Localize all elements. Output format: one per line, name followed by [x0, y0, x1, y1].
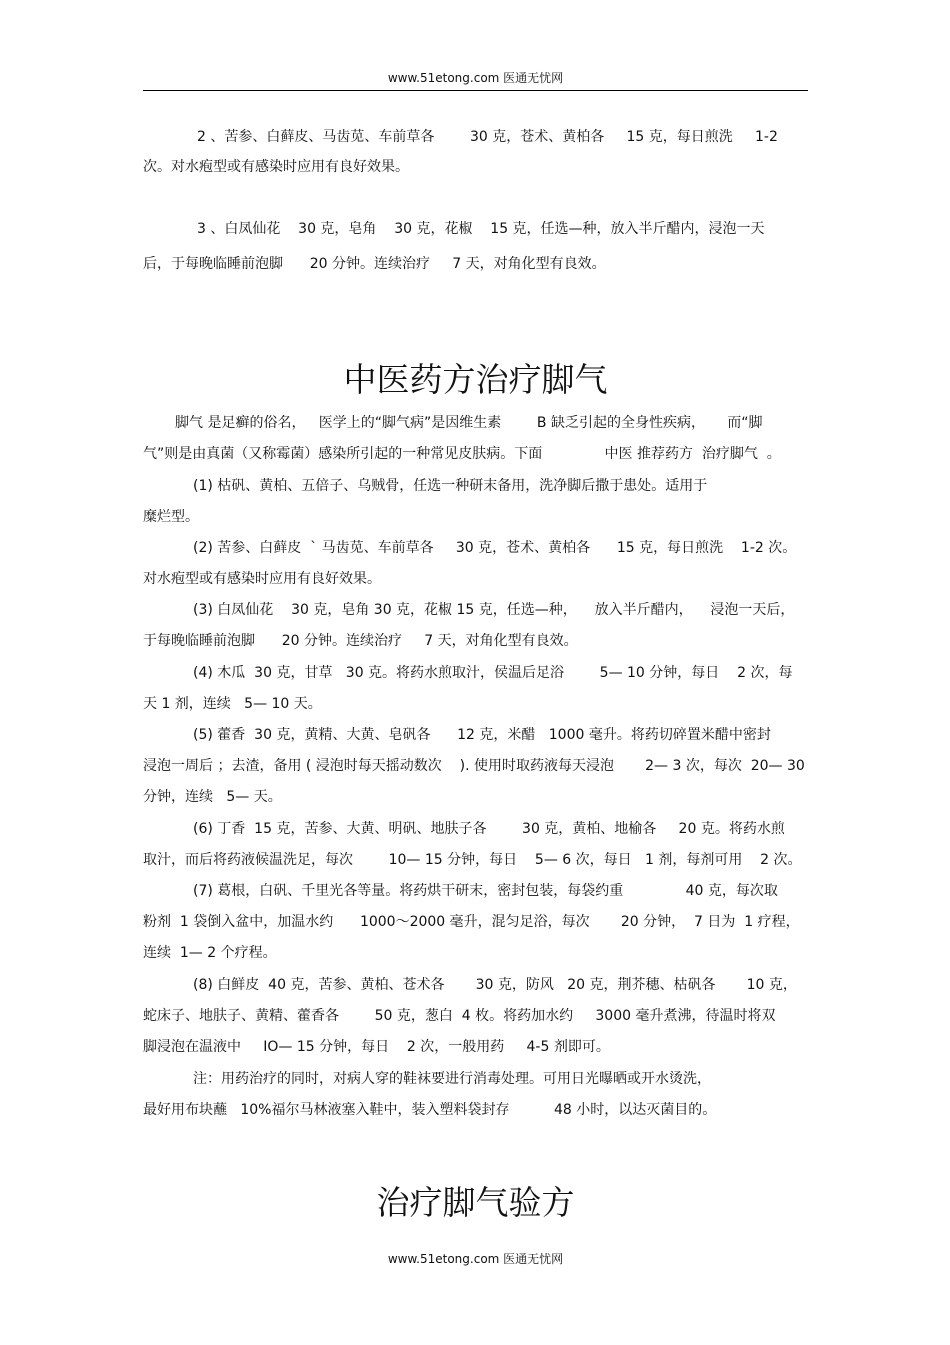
text-line: 分钟，连续 5— 天。: [143, 789, 282, 805]
text-line: (7) 葛根，白矾、千里光各等量。将药烘干研末，密封包装，每袋约重 40 克，每次取: [193, 883, 778, 899]
text-line: 糜烂型。: [143, 509, 199, 525]
text-line: (6) 丁香 15 克，苦参、大黄、明矾、地肤子各 30 克，黄柏、地榆各 20 克。将药水煎: [193, 821, 785, 837]
header-rule: [143, 90, 808, 91]
text-line: 脚气 是足癣的俗名， 医学上的“脚气病”是因维生素 B 缺乏引起的全身性疾病， 而“脚: [175, 415, 763, 431]
section-title: 治疗脚气验方: [376, 1183, 575, 1222]
text-line: 后，于每晚临睡前泡脚 20 分钟。连续治疗 7 天，对角化型有良效。: [143, 256, 606, 272]
text-line: 于每晚临睡前泡脚 20 分钟。连续治疗 7 天，对角化型有良效。: [143, 633, 578, 649]
section-title: 中医药方治疗脚气: [343, 360, 608, 399]
text-line: 脚浸泡在温液中 IO— 15 分钟，每日 2 次，一般用药 4-5 剂即可。: [143, 1039, 610, 1055]
text-line: (8) 白鲜皮 40 克，苦参、黄柏、苍术各 30 克，防风 20 克，荆芥穗、枯矾各 10 克，: [193, 977, 797, 993]
text-line: (1) 枯矾、黄柏、五倍子、乌贼骨，任选一种研末备用，洗净脚后撒于患处。适用于: [193, 478, 708, 494]
text-line: 蛇床子、地肤子、黄精、藿香各 50 克，葱白 4 枚。将药加水约 3000 毫升煮沸，待温时将双: [143, 1008, 776, 1024]
text-line: 连续 1— 2 个疗程。: [143, 945, 277, 961]
text-line: 注：用药治疗的同时，对病人穿的鞋袜要进行消毒处理。可用日光曝晒或开水烫洗，: [193, 1071, 711, 1087]
page-header: www.51etong.com 医通无忧网: [387, 71, 564, 85]
text-line: 最好用布块蘸 10%福尔马林液塞入鞋中，装入塑料袋封存 48 小时，以达灭菌目的。: [143, 1102, 717, 1118]
text-line: (3) 白凤仙花 30 克，皂角 30 克，花椒 15 克，任选—种， 放入半斤醋内， 浸泡一天后，: [193, 602, 795, 618]
text-line: 气”则是由真菌（又称霉菌）感染所引起的一种常见皮肤病。下面 中医 推荐药方 治疗脚气 。: [143, 446, 781, 462]
text-line: 对水疱型或有感染时应用有良好效果。: [143, 571, 381, 587]
text-line: 天 1 剂，连续 5— 10 天。: [143, 696, 322, 712]
text-line: 次。对水疱型或有感染时应用有良好效果。: [143, 159, 409, 175]
text-line: (5) 藿香 30 克，黄精、大黄、皂矾各 12 克，米醋 1000 毫升。将药切碎置米醋中密封: [193, 727, 771, 743]
page-footer: www.51etong.com 医通无忧网: [387, 1252, 564, 1266]
text-line: 3 、白凤仙花 30 克，皂角 30 克，花椒 15 克，任选—种，放入半斤醋内，浸泡一天: [197, 221, 765, 237]
text-line: 2 、苦参、白藓皮、马齿苋、车前草各 30 克，苍术、黄柏各 15 克，每日煎洗 1-2: [197, 129, 778, 145]
text-line: 取汁，而后将药液候温洗足，每次 10— 15 分钟，每日 5— 6 次，每日 1 剂，每剂可用 2 次。: [143, 852, 802, 868]
text-line: 浸泡一周后 ；去渣，备用 ( 浸泡时每天摇动数次 ). 使用时取药液每天浸泡 2— 3 次，每次 20— 30: [143, 758, 805, 774]
text-line: 粉剂 1 袋倒入盆中，加温水约 1000～2000 毫升，混匀足浴，每次 20 分钟， 7 日为 1 疗程，: [143, 914, 800, 930]
text-line: (2) 苦参、白藓皮 ` 马齿苋、车前草各 30 克，苍术、黄柏各 15 克，每日煎洗 1-2 次。: [193, 540, 797, 556]
text-line: (4) 木瓜 30 克，甘草 30 克。将药水煎取汁，侯温后足浴 5— 10 分钟，每日 2 次，每: [193, 665, 793, 681]
